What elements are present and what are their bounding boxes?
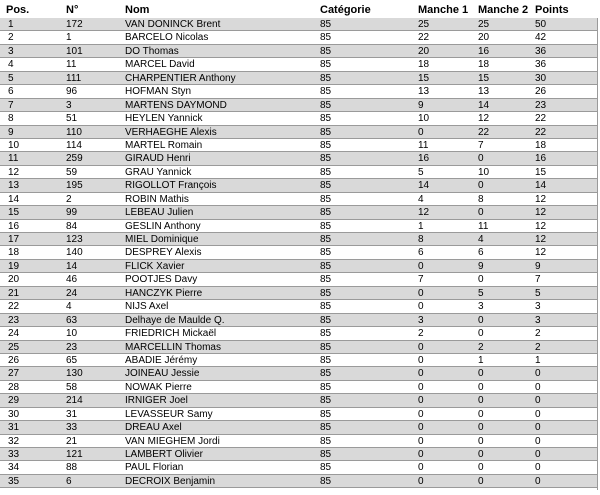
cell-manche-2: 16 — [478, 45, 490, 57]
cell-number: 140 — [66, 247, 83, 259]
cell-points: 3 — [535, 314, 541, 326]
table-row — [0, 99, 598, 112]
cell-manche-2: 0 — [478, 422, 484, 434]
cell-points: 12 — [535, 247, 547, 259]
table-header — [0, 0, 600, 18]
cell-category: 85 — [320, 381, 332, 393]
cell-number: 195 — [66, 180, 83, 192]
cell-manche-1: 14 — [418, 180, 430, 192]
cell-pos: 11 — [8, 153, 19, 165]
cell-number: 65 — [66, 354, 78, 366]
header-name: Nom — [125, 4, 150, 16]
cell-manche-2: 2 — [478, 341, 484, 353]
cell-manche-2: 4 — [478, 234, 484, 245]
cell-name: NOWAK Pierre — [125, 381, 192, 393]
cell-manche-2: 13 — [478, 86, 490, 98]
cell-category: 85 — [320, 287, 332, 299]
table-row — [0, 273, 598, 286]
cell-number: 63 — [66, 314, 78, 326]
cell-name: MARTENS DAYMOND — [125, 99, 227, 111]
cell-manche-2: 1 — [478, 354, 484, 366]
cell-points: 15 — [535, 166, 547, 178]
cell-name: Delhaye de Maulde Q. — [125, 314, 225, 326]
cell-manche-2: 0 — [478, 462, 484, 474]
cell-category: 85 — [320, 139, 332, 151]
cell-manche-2: 0 — [478, 368, 484, 380]
cell-pos: 31 — [8, 422, 20, 434]
cell-manche-1: 0 — [418, 341, 424, 353]
table-row — [0, 139, 598, 152]
cell-category: 85 — [320, 449, 332, 460]
cell-category: 85 — [320, 99, 332, 111]
cell-number: 46 — [66, 274, 78, 286]
table-row — [0, 435, 598, 448]
cell-pos: 29 — [8, 395, 20, 407]
cell-name: DECROIX Benjamin — [125, 475, 216, 487]
cell-pos: 2 — [8, 32, 14, 44]
header-points: Points — [535, 4, 569, 16]
cell-number: 59 — [66, 166, 78, 178]
cell-points: 2 — [535, 341, 541, 353]
cell-name: LEBEAU Julien — [125, 207, 194, 219]
cell-manche-1: 0 — [418, 462, 424, 474]
cell-number: 111 — [66, 72, 82, 84]
cell-points: 12 — [535, 234, 547, 245]
table-body — [0, 18, 600, 490]
cell-manche-2: 15 — [478, 72, 490, 84]
cell-category: 85 — [320, 395, 332, 407]
cell-points: 14 — [535, 180, 547, 192]
cell-manche-1: 11 — [418, 139, 429, 151]
cell-manche-1: 18 — [418, 59, 430, 71]
cell-points: 18 — [535, 139, 547, 151]
cell-manche-1: 15 — [418, 72, 430, 84]
cell-number: 3 — [66, 99, 72, 111]
cell-manche-1: 20 — [418, 45, 430, 57]
cell-points: 0 — [535, 368, 541, 380]
cell-name: FRIEDRICH Mickaël — [125, 328, 217, 340]
cell-pos: 24 — [8, 328, 20, 340]
cell-manche-1: 4 — [418, 193, 424, 205]
cell-pos: 12 — [8, 166, 20, 178]
table-row — [0, 341, 598, 354]
cell-number: 84 — [66, 220, 78, 232]
cell-pos: 15 — [8, 207, 20, 219]
cell-name: LAMBERT Olivier — [125, 449, 203, 460]
cell-pos: 33 — [8, 449, 20, 460]
cell-manche-2: 7 — [478, 139, 484, 151]
cell-name: VAN DONINCK Brent — [125, 19, 221, 30]
cell-manche-2: 12 — [478, 113, 490, 125]
cell-name: ROBIN Mathis — [125, 193, 189, 205]
cell-category: 85 — [320, 314, 332, 326]
cell-pos: 20 — [8, 274, 20, 286]
cell-number: 1 — [66, 32, 72, 44]
table-row — [0, 327, 598, 340]
cell-category: 85 — [320, 72, 332, 84]
cell-number: 123 — [66, 234, 83, 245]
cell-points: 50 — [535, 19, 547, 30]
cell-points: 0 — [535, 475, 541, 487]
cell-pos: 8 — [8, 113, 14, 125]
cell-manche-1: 0 — [418, 287, 424, 299]
cell-name: HANCZYK Pierre — [125, 287, 203, 299]
cell-number: 172 — [66, 19, 83, 30]
cell-number: 214 — [66, 395, 83, 407]
cell-name: MARCEL David — [125, 59, 195, 71]
table-row — [0, 300, 598, 313]
cell-name: JOINEAU Jessie — [125, 368, 200, 380]
cell-manche-2: 0 — [478, 153, 484, 165]
cell-points: 26 — [535, 86, 547, 98]
cell-manche-1: 0 — [418, 126, 424, 138]
header-number: N° — [66, 4, 79, 16]
cell-manche-1: 0 — [418, 395, 424, 407]
cell-manche-1: 16 — [418, 153, 430, 165]
cell-points: 5 — [535, 287, 541, 299]
cell-pos: 25 — [8, 341, 20, 353]
cell-manche-1: 10 — [418, 113, 430, 125]
cell-name: FLICK Xavier — [125, 260, 185, 272]
cell-pos: 26 — [8, 354, 20, 366]
cell-category: 85 — [320, 247, 332, 259]
cell-points: 22 — [535, 126, 547, 138]
cell-name: DESPREY Alexis — [125, 247, 202, 259]
cell-name: HEYLEN Yannick — [125, 113, 203, 125]
cell-pos: 32 — [8, 435, 20, 447]
table-row — [0, 31, 598, 44]
cell-manche-1: 25 — [418, 19, 430, 30]
cell-manche-2: 3 — [478, 301, 484, 313]
cell-name: MARCELLIN Thomas — [125, 341, 221, 353]
cell-number: 101 — [66, 45, 83, 57]
cell-name: VAN MIEGHEM Jordi — [125, 435, 220, 447]
cell-category: 85 — [320, 166, 332, 178]
header-pos: Pos. — [6, 4, 30, 16]
cell-pos: 6 — [8, 86, 14, 98]
cell-number: 23 — [66, 341, 78, 353]
cell-name: GIRAUD Henri — [125, 153, 191, 165]
cell-points: 3 — [535, 301, 541, 313]
cell-category: 85 — [320, 301, 332, 313]
cell-points: 42 — [535, 32, 547, 44]
table-row — [0, 246, 598, 259]
table-row — [0, 112, 598, 125]
cell-category: 85 — [320, 153, 332, 165]
cell-number: 24 — [66, 287, 78, 299]
table-row — [0, 381, 598, 394]
cell-category: 85 — [320, 32, 332, 44]
cell-number: 130 — [66, 368, 83, 380]
cell-category: 85 — [320, 180, 332, 192]
cell-pos: 17 — [8, 234, 20, 245]
cell-name: NIJS Axel — [125, 301, 169, 313]
cell-name: POOTJES Davy — [125, 274, 198, 286]
cell-number: 88 — [66, 462, 78, 474]
cell-category: 85 — [320, 368, 332, 380]
table-row — [0, 367, 598, 380]
cell-category: 85 — [320, 422, 332, 434]
table-row — [0, 408, 598, 421]
cell-manche-2: 0 — [478, 328, 484, 340]
cell-name: PAUL Florian — [125, 462, 184, 474]
cell-manche-1: 0 — [418, 381, 424, 393]
cell-category: 85 — [320, 260, 332, 272]
cell-manche-1: 0 — [418, 301, 424, 313]
cell-name: RIGOLLOT François — [125, 180, 217, 192]
cell-pos: 30 — [8, 408, 20, 420]
cell-manche-2: 9 — [478, 260, 484, 272]
cell-manche-2: 0 — [478, 207, 484, 219]
cell-number: 14 — [66, 260, 78, 272]
cell-category: 85 — [320, 354, 332, 366]
cell-name: ABADIE Jérémy — [125, 354, 198, 366]
cell-pos: 19 — [8, 260, 20, 272]
cell-number: 4 — [66, 301, 72, 313]
cell-points: 30 — [535, 72, 547, 84]
cell-manche-1: 22 — [418, 32, 430, 44]
cell-pos: 7 — [8, 99, 14, 111]
cell-manche-2: 8 — [478, 193, 484, 205]
cell-category: 85 — [320, 126, 332, 138]
cell-points: 12 — [535, 220, 547, 232]
cell-pos: 21 — [8, 287, 20, 299]
cell-category: 85 — [320, 113, 332, 125]
cell-manche-1: 6 — [418, 247, 424, 259]
cell-category: 85 — [320, 274, 332, 286]
cell-category: 85 — [320, 193, 332, 205]
cell-category: 85 — [320, 234, 332, 245]
cell-manche-2: 18 — [478, 59, 490, 71]
table-row — [0, 394, 598, 407]
table-row — [0, 287, 598, 300]
cell-manche-1: 0 — [418, 475, 424, 487]
cell-manche-2: 0 — [478, 435, 484, 447]
cell-number: 31 — [66, 408, 78, 420]
cell-manche-2: 22 — [478, 126, 490, 138]
cell-number: 51 — [66, 113, 78, 125]
cell-pos: 9 — [8, 126, 14, 138]
table-right-border — [597, 18, 598, 490]
cell-number: 259 — [66, 153, 83, 165]
cell-name: DO Thomas — [125, 45, 179, 57]
cell-number: 6 — [66, 475, 72, 487]
header-category: Catégorie — [320, 4, 371, 16]
cell-name: CHARPENTIER Anthony — [125, 72, 236, 84]
table-row — [0, 233, 598, 246]
table-row — [0, 354, 598, 367]
cell-manche-1: 1 — [418, 220, 424, 232]
cell-manche-1: 0 — [418, 260, 424, 272]
cell-number: 110 — [66, 126, 82, 138]
cell-manche-2: 11 — [478, 220, 489, 232]
cell-number: 96 — [66, 86, 78, 98]
cell-name: GESLIN Anthony — [125, 220, 201, 232]
cell-pos: 3 — [8, 45, 14, 57]
cell-pos: 1 — [8, 19, 14, 30]
header-manche-1: Manche 1 — [418, 4, 469, 16]
cell-points: 1 — [535, 354, 541, 366]
cell-manche-2: 0 — [478, 449, 484, 460]
cell-pos: 10 — [8, 139, 20, 151]
cell-number: 58 — [66, 381, 78, 393]
table-row — [0, 126, 598, 139]
cell-points: 0 — [535, 395, 541, 407]
table-row — [0, 152, 598, 165]
cell-manche-2: 0 — [478, 408, 484, 420]
cell-manche-1: 0 — [418, 368, 424, 380]
cell-points: 0 — [535, 435, 541, 447]
cell-pos: 35 — [8, 475, 20, 487]
cell-name: GRAU Yannick — [125, 166, 192, 178]
table-row — [0, 85, 598, 98]
cell-points: 22 — [535, 113, 547, 125]
table-row — [0, 72, 598, 85]
table-row — [0, 475, 598, 488]
cell-points: 23 — [535, 99, 547, 111]
cell-number: 33 — [66, 422, 78, 434]
cell-manche-2: 14 — [478, 99, 490, 111]
cell-name: MARTEL Romain — [125, 139, 203, 151]
header-manche-2: Manche 2 — [478, 4, 529, 16]
cell-category: 85 — [320, 328, 332, 340]
cell-category: 85 — [320, 341, 332, 353]
cell-category: 85 — [320, 59, 332, 71]
cell-name: HOFMAN Styn — [125, 86, 192, 98]
cell-number: 114 — [66, 139, 82, 151]
cell-pos: 4 — [8, 59, 14, 71]
table-row — [0, 58, 598, 71]
cell-points: 7 — [535, 274, 541, 286]
cell-category: 85 — [320, 435, 332, 447]
cell-manche-2: 0 — [478, 314, 484, 326]
cell-number: 10 — [66, 328, 78, 340]
cell-manche-1: 7 — [418, 274, 424, 286]
cell-manche-1: 0 — [418, 422, 424, 434]
table-row — [0, 260, 598, 273]
cell-manche-2: 20 — [478, 32, 490, 44]
cell-points: 0 — [535, 449, 541, 460]
cell-category: 85 — [320, 220, 332, 232]
cell-points: 12 — [535, 207, 547, 219]
cell-manche-1: 0 — [418, 408, 424, 420]
cell-pos: 14 — [8, 193, 20, 205]
cell-category: 85 — [320, 86, 332, 98]
table-row — [0, 18, 598, 31]
cell-points: 0 — [535, 381, 541, 393]
table-row — [0, 166, 598, 179]
cell-points: 9 — [535, 260, 541, 272]
cell-manche-1: 12 — [418, 207, 430, 219]
table-row — [0, 220, 598, 233]
cell-pos: 34 — [8, 462, 20, 474]
table-row — [0, 206, 598, 219]
cell-manche-2: 6 — [478, 247, 484, 259]
cell-points: 36 — [535, 45, 547, 57]
cell-name: DREAU Axel — [125, 422, 182, 434]
cell-points: 0 — [535, 422, 541, 434]
cell-manche-2: 0 — [478, 475, 484, 487]
cell-points: 16 — [535, 153, 547, 165]
cell-points: 2 — [535, 328, 541, 340]
cell-manche-1: 13 — [418, 86, 430, 98]
cell-category: 85 — [320, 462, 332, 474]
cell-points: 36 — [535, 59, 547, 71]
cell-manche-1: 5 — [418, 166, 424, 178]
cell-manche-1: 9 — [418, 99, 424, 111]
cell-pos: 13 — [8, 180, 20, 192]
cell-category: 85 — [320, 207, 332, 219]
cell-number: 99 — [66, 207, 78, 219]
table-row — [0, 448, 598, 461]
cell-manche-2: 5 — [478, 287, 484, 299]
cell-manche-1: 0 — [418, 435, 424, 447]
cell-pos: 5 — [8, 72, 14, 84]
cell-manche-2: 0 — [478, 395, 484, 407]
cell-pos: 22 — [8, 301, 20, 313]
cell-category: 85 — [320, 475, 332, 487]
cell-number: 121 — [66, 449, 83, 460]
cell-points: 12 — [535, 193, 547, 205]
cell-name: VERHAEGHE Alexis — [125, 126, 217, 138]
table-row — [0, 461, 598, 474]
cell-name: BARCELO Nicolas — [125, 32, 209, 44]
cell-number: 2 — [66, 193, 72, 205]
cell-name: LEVASSEUR Samy — [125, 408, 213, 420]
cell-manche-1: 8 — [418, 234, 424, 245]
table-row — [0, 314, 598, 327]
cell-pos: 27 — [8, 368, 20, 380]
table-row — [0, 45, 598, 58]
cell-manche-2: 10 — [478, 166, 490, 178]
cell-name: IRNIGER Joel — [125, 395, 188, 407]
cell-pos: 18 — [8, 247, 20, 259]
table-row — [0, 179, 598, 192]
cell-manche-2: 0 — [478, 381, 484, 393]
cell-category: 85 — [320, 19, 332, 30]
cell-manche-1: 0 — [418, 449, 424, 460]
cell-manche-2: 0 — [478, 274, 484, 286]
cell-manche-2: 25 — [478, 19, 490, 30]
cell-name: MIEL Dominique — [125, 234, 199, 245]
cell-number: 21 — [66, 435, 78, 447]
cell-pos: 16 — [8, 220, 20, 232]
cell-points: 0 — [535, 408, 541, 420]
cell-pos: 23 — [8, 314, 20, 326]
cell-manche-2: 0 — [478, 180, 484, 192]
cell-manche-1: 2 — [418, 328, 424, 340]
cell-category: 85 — [320, 408, 332, 420]
cell-category: 85 — [320, 45, 332, 57]
cell-number: 11 — [66, 59, 77, 71]
cell-points: 0 — [535, 462, 541, 474]
table-row — [0, 421, 598, 434]
table-row — [0, 193, 598, 206]
cell-manche-1: 0 — [418, 354, 424, 366]
cell-manche-1: 3 — [418, 314, 424, 326]
cell-pos: 28 — [8, 381, 20, 393]
